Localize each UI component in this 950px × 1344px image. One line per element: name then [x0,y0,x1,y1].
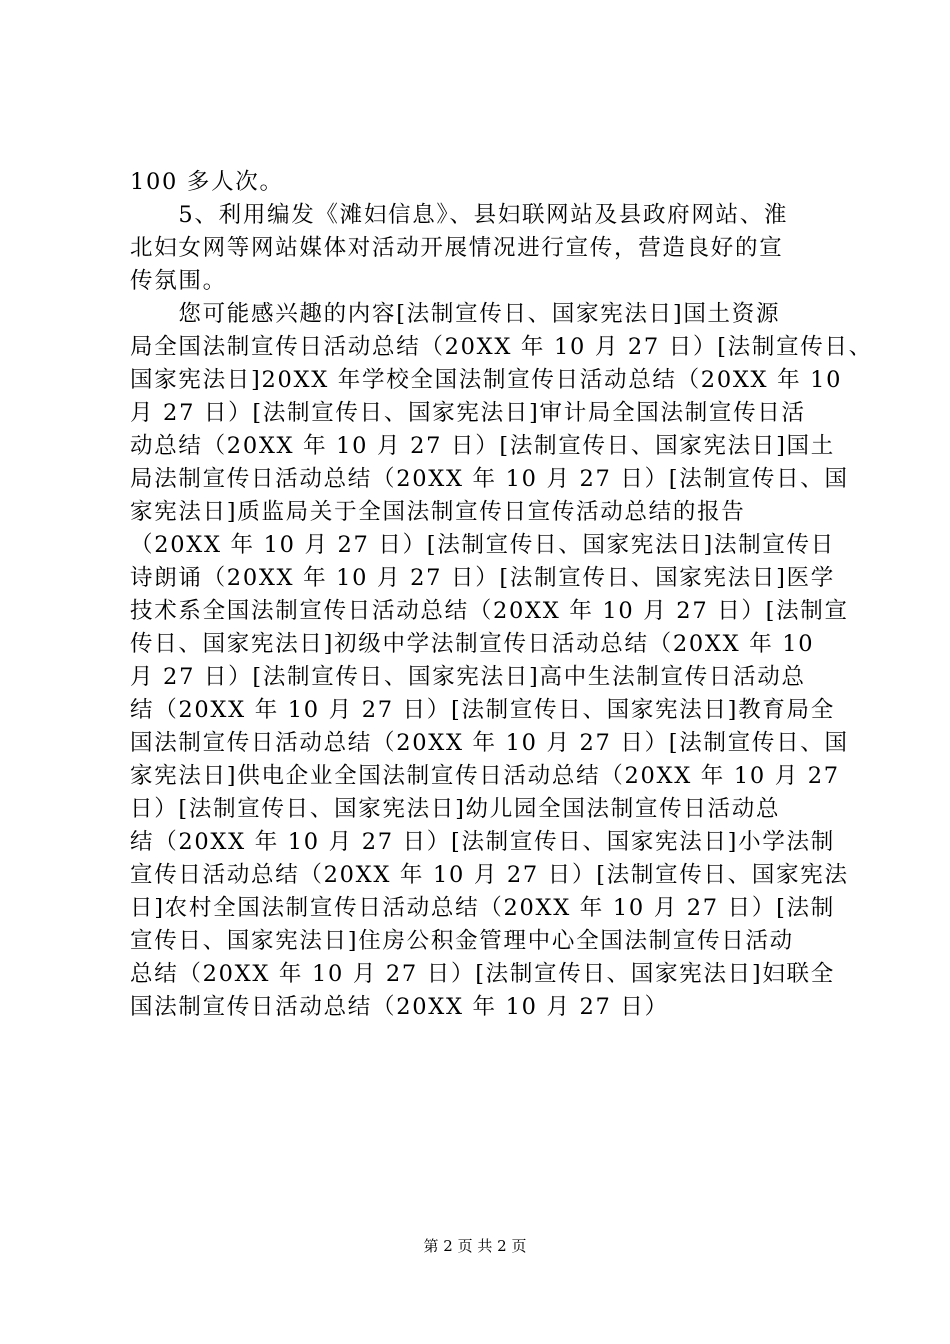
text-line: 动总结（20XX 年 10 月 27 日）[法制宣传日、国家宪法日]国土 [130,433,835,459]
text-line: 总结（20XX 年 10 月 27 日）[法制宣传日、国家宪法日]妇联全 [130,961,835,987]
text-line: 您可能感兴趣的内容[法制宣传日、国家宪法日]国土资源 [130,301,781,327]
text-line: 传氛围。 [130,268,227,294]
text-line: 结（20XX 年 10 月 27 日）[法制宣传日、国家宪法日]教育局全 [130,697,835,723]
text-line: 宣传日、国家宪法日]住房公积金管理中心全国法制宣传日活动 [130,928,794,954]
text-line: 100 多人次。 [130,169,284,195]
text-line: 局全国法制宣传日活动总结（20XX 年 10 月 27 日）[法制宣传日、 [130,334,873,360]
text-line: 月 27 日）[法制宣传日、国家宪法日]高中生法制宣传日活动总 [130,664,806,690]
text-line: 北妇女网等网站媒体对活动开展情况进行宣传，营造良好的宣 [130,235,784,261]
text-line: 家宪法日]质监局关于全国法制宣传日宣传活动总结的报告 [130,499,746,525]
text-line: 家宪法日]供电企业全国法制宣传日活动总结（20XX 年 10 月 27 [130,763,840,789]
text-line: 国家宪法日]20XX 年学校全国法制宣传日活动总结（20XX 年 10 [130,367,843,393]
text-line: 技术系全国法制宣传日活动总结（20XX 年 10 月 27 日）[法制宣 [130,598,849,624]
text-line: 局法制宣传日活动总结（20XX 年 10 月 27 日）[法制宣传日、国 [130,466,849,492]
page-footer [0,1236,950,1256]
text-line: 月 27 日）[法制宣传日、国家宪法日]审计局全国法制宣传日活 [130,400,806,426]
body-text [130,166,873,1024]
text-line: 日]农村全国法制宣传日活动总结（20XX 年 10 月 27 日）[法制 [130,895,835,921]
text-line: 国法制宣传日活动总结（20XX 年 10 月 27 日） [130,994,669,1020]
page-number-label: 第 2 页 共 2 页 [423,1237,527,1255]
text-line: 宣传日活动总结（20XX 年 10 月 27 日）[法制宣传日、国家宪法 [130,862,849,888]
text-line: （20XX 年 10 月 27 日）[法制宣传日、国家宪法日]法制宣传日 [130,532,835,558]
text-line: 诗朗诵（20XX 年 10 月 27 日）[法制宣传日、国家宪法日]医学 [130,565,835,591]
text-line: 传日、国家宪法日]初级中学法制宣传日活动总结（20XX 年 10 [130,631,815,657]
text-line: 5、利用编发《滩妇信息》、县妇联网站及县政府网站、淮 [130,202,789,228]
text-line: 日）[法制宣传日、国家宪法日]幼儿园全国法制宣传日活动总 [130,796,781,822]
text-line: 结（20XX 年 10 月 27 日）[法制宣传日、国家宪法日]小学法制 [130,829,835,855]
text-line: 国法制宣传日活动总结（20XX 年 10 月 27 日）[法制宣传日、国 [130,730,849,756]
